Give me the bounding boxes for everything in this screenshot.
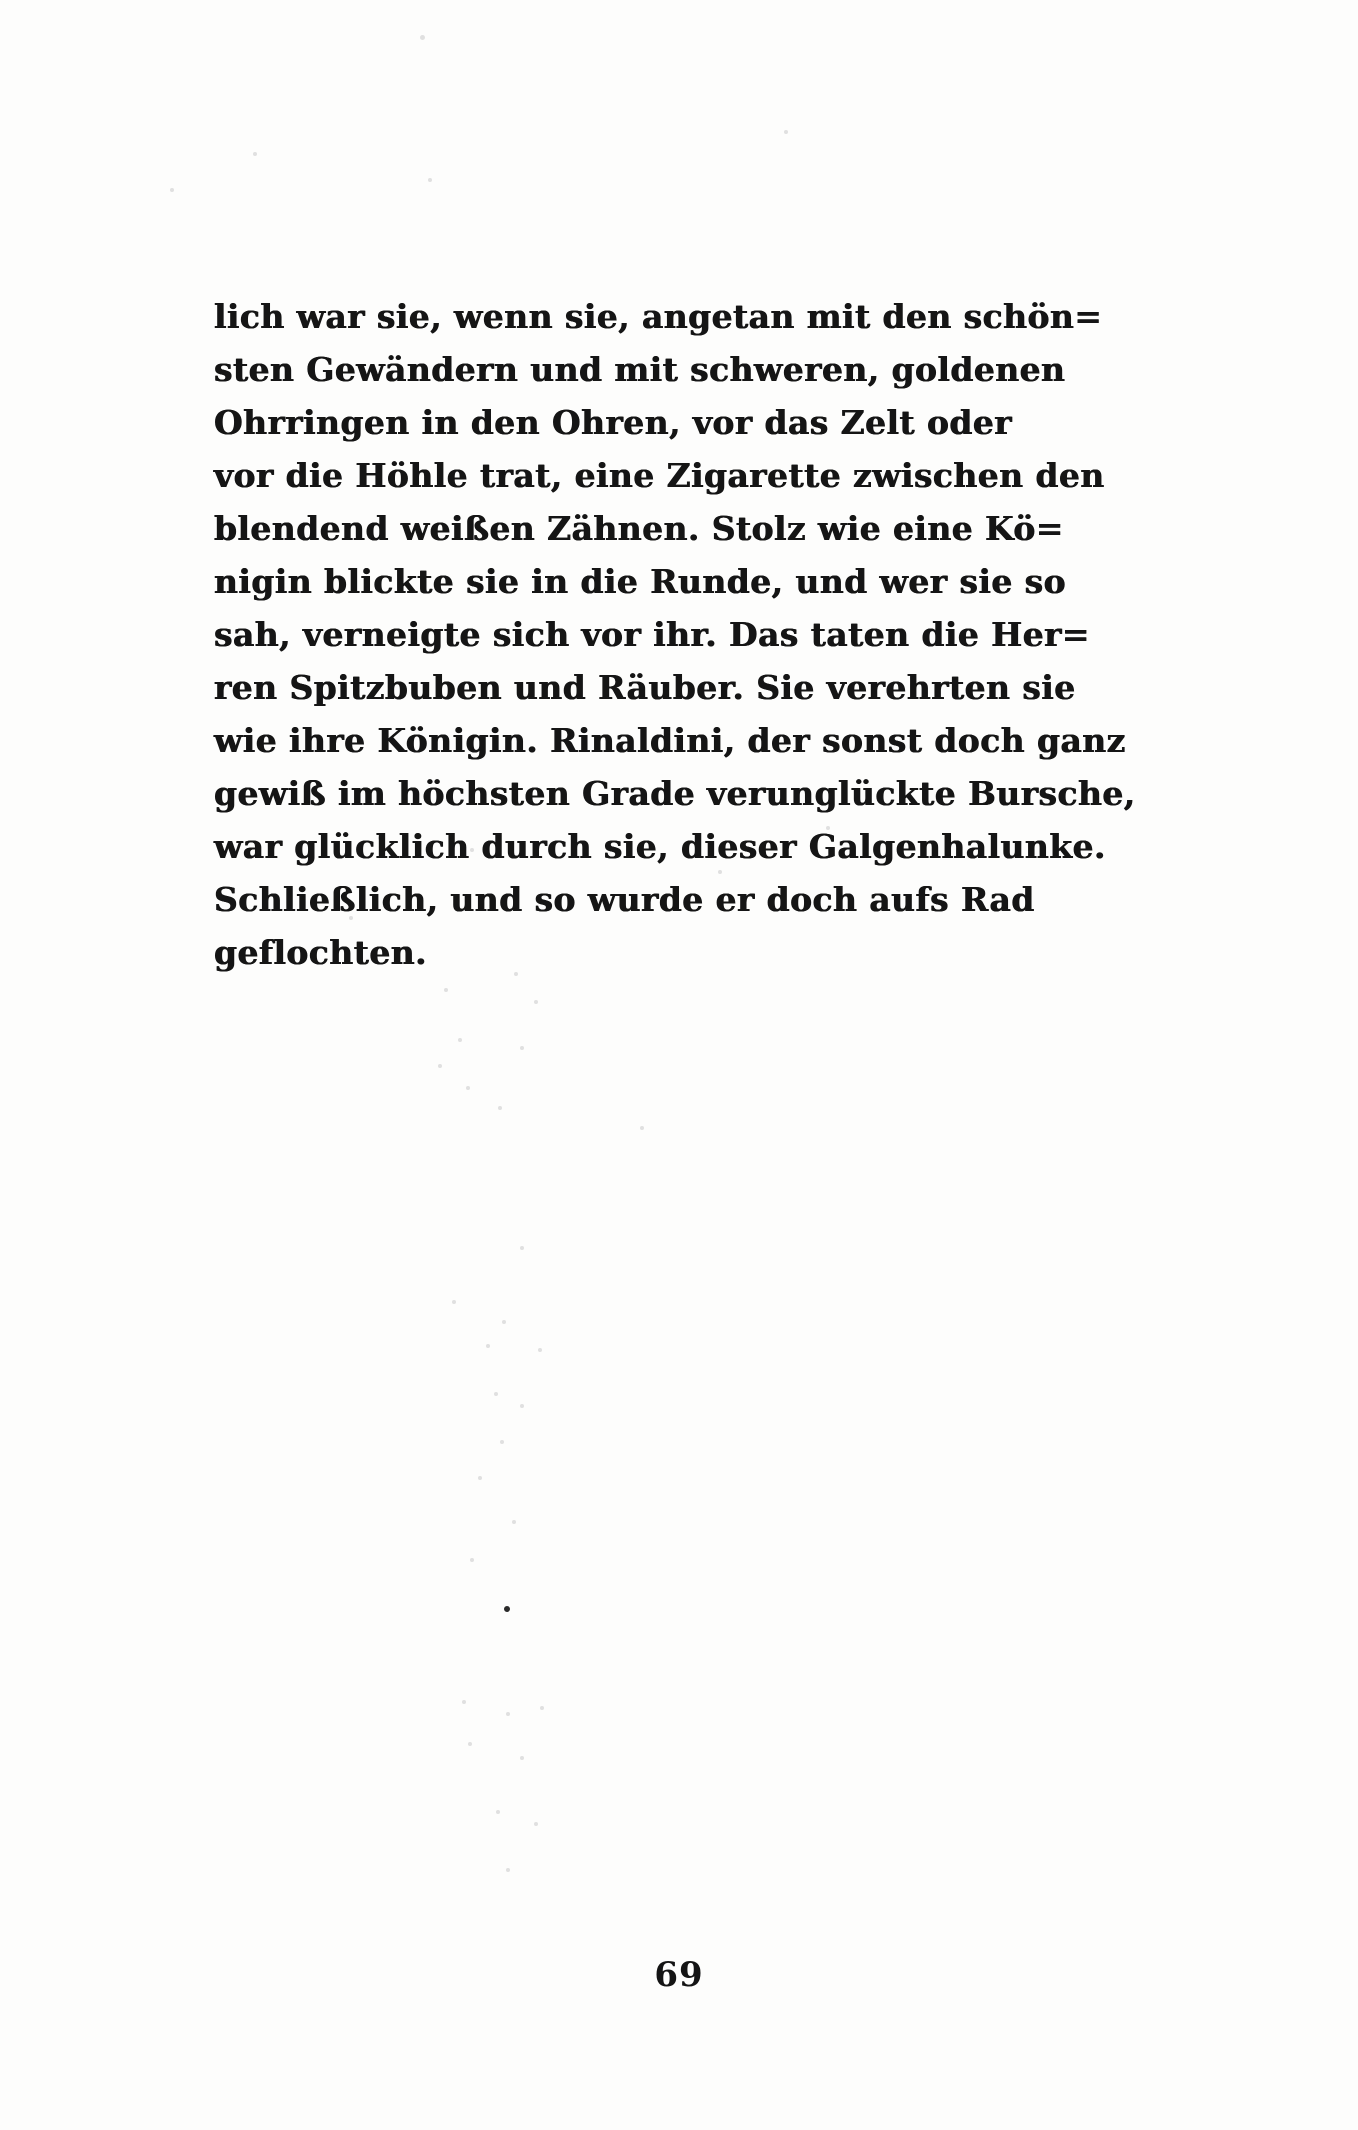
scan-speckle [253,152,257,156]
text-line: nigin blickte sie in die Runde, und wer sie so [214,562,1067,601]
text-line: sten Gewändern und mit schweren, goldenen [214,350,1066,389]
text-line: ren Spitzbuben und Räuber. Sie verehrten sie [214,668,1076,707]
text-line: sah, verneigte sich vor ihr. Das taten die Her= [214,615,1090,654]
scan-speckle [506,1868,510,1872]
scan-speckle [428,178,432,182]
scan-speckle [512,1520,516,1524]
scan-speckle [506,1712,510,1716]
scan-speckle [468,1742,472,1746]
scan-speckle [534,1822,538,1826]
scan-speckle [500,1440,504,1444]
scan-speckle [520,1404,524,1408]
text-line: lich war sie, wenn sie, angetan mit den schön= [214,297,1103,336]
text-line: gewiß im höchsten Grade verunglückte Bursche, [214,774,1136,813]
text-line: vor die Höhle trat, eine Zigarette zwischen den [214,456,1105,495]
scan-speckle [420,35,425,40]
scan-speckle [170,188,174,192]
text-line: geflochten. [214,933,428,972]
scan-speckle [438,1064,442,1068]
scan-speckle [540,1706,544,1710]
scan-speckle [496,1810,500,1814]
scan-speckle [478,1476,482,1480]
text-line: blendend weißen Zähnen. Stolz wie eine Kö= [214,509,1064,548]
scan-speckle [640,1126,644,1130]
scan-speckle [534,1000,538,1004]
body-text-block [214,290,1144,979]
scan-speckle [458,1038,462,1042]
scan-speckle [466,1086,470,1090]
scan-speckle [784,130,788,134]
scan-speckle [520,1046,524,1050]
text-line: wie ihre Königin. Rinaldini, der sonst doch ganz [214,721,1126,760]
scan-speckle [486,1344,490,1348]
scan-speckle [452,1300,456,1304]
scan-speckle [444,988,448,992]
text-line: Schließlich, und so wurde er doch aufs Rad [214,880,1035,919]
text-line: war glücklich durch sie, dieser Galgenhalunke. [214,827,1106,866]
text-line: Ohrringen in den Ohren, vor das Zelt oder [214,403,1013,442]
page-number: 69 [654,1955,704,1995]
scan-speckle [520,1246,524,1250]
scan-speckle [502,1320,506,1324]
scan-ink-dot [504,1606,510,1612]
scan-speckle [470,1558,474,1562]
scan-speckle [538,1348,542,1352]
scan-speckle [494,1392,498,1396]
scan-speckle [462,1700,466,1704]
scan-speckle [520,1756,524,1760]
scan-speckle [498,1106,502,1110]
